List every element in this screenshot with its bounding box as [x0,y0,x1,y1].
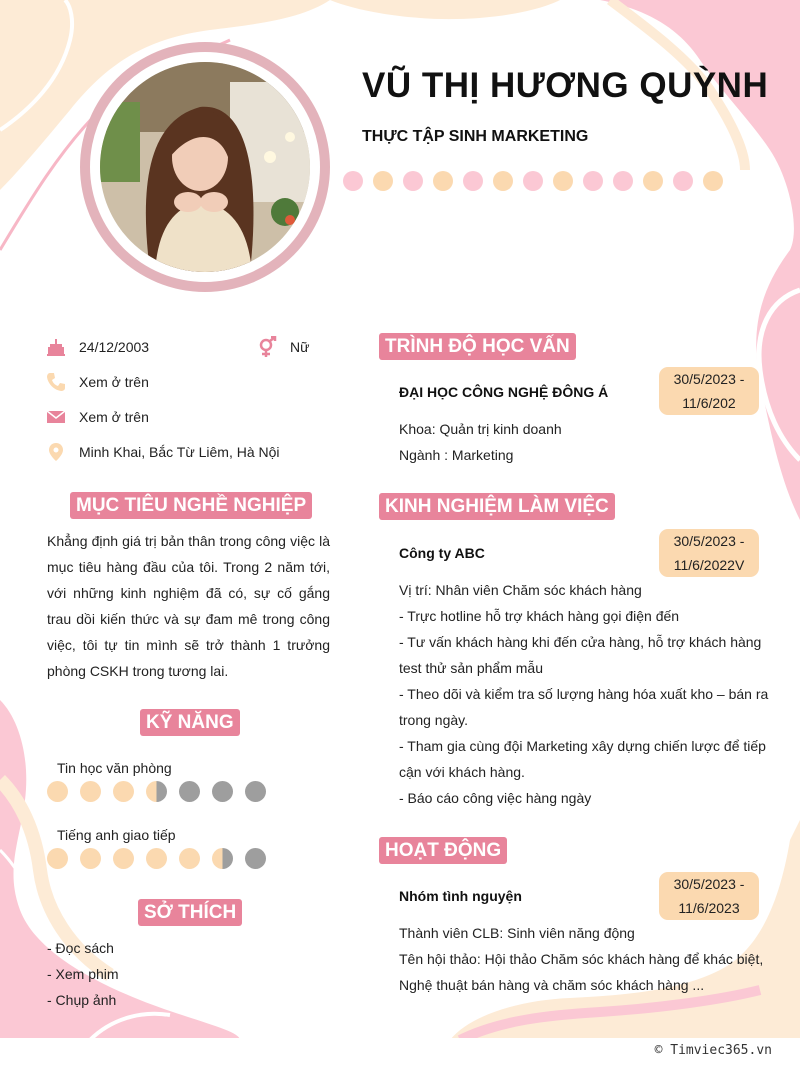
job-title: THỰC TẬP SINH MARKETING [362,128,589,145]
email-value: Xem ở trên [79,409,149,425]
experience-date [659,529,759,577]
experience-detail: - Báo cáo công việc hàng ngày [399,790,592,806]
date-end: 11/6/202 [682,395,736,411]
rating-dot-half [212,848,233,869]
education-date [659,367,759,415]
experience-detail: - Tham gia cùng đội Marketing xây dựng chiến lược để tiếp cận với khách hàng. [399,738,766,780]
date-start: 30/5/2023 - [673,533,745,549]
phone-value: Xem ở trên [79,374,149,390]
hobby-item: - Đọc sách [47,940,114,956]
date-end: 11/6/2023 [678,900,740,916]
rating-dot [80,781,101,802]
hobbies-heading: SỞ THÍCH [138,899,242,926]
school-name: ĐẠI HỌC CÔNG NGHỆ ĐÔNG Á [399,384,609,400]
education-detail: Ngành : Marketing [399,447,514,463]
rating-dot [146,848,167,869]
birthday-value: 24/12/2003 [79,339,150,355]
avatar-photo [100,62,310,272]
location-pin-icon [45,441,67,463]
cake-icon [45,336,67,358]
skill-name: Tiếng anh giao tiếp [57,827,176,843]
company-name: Công ty ABC [399,545,485,561]
date-end: 11/6/2022V [673,557,745,573]
phone-icon [45,371,67,393]
activity-detail: Tên hội thảo: Hội thảo Chăm sóc khách hàng để khác biệt, Nghệ thuật bán hàng và chăm sóc khách hàng ... [399,951,764,993]
phone-row [45,371,149,393]
objective-text: Khẳng định giá trị bản thân trong công việc là mục tiêu hàng đầu của tôi. Trong 2 năm tới, với những kinh nghiệm đã có, sự cố gắng trau dồi kiến thức và sự đam mê trong công việc, tôi tự tin mình sẽ trở thành 1 trưởng phòng CSKH trong tương lai. [47,533,330,679]
rating-dot-half [146,781,167,802]
rating-dot [47,781,68,802]
gender-value: Nữ [290,339,310,355]
experience-detail: - Theo dõi và kiểm tra số lượng hàng hóa xuất kho – bán ra trong ngày. [399,686,769,728]
skill-rating [47,781,266,802]
hobby-item: - Chụp ảnh [47,992,117,1008]
full-name: VŨ THỊ HƯƠNG QUỲNH [362,66,769,105]
education-detail: Khoa: Quản trị kinh doanh [399,421,562,437]
rating-dot [245,781,266,802]
rating-dot [80,848,101,869]
rating-dot [113,781,134,802]
date-start: 30/5/2023 - [673,371,745,387]
rating-dot [245,848,266,869]
footer-credit: © Timviec365.vn [654,1043,772,1058]
date-start: 30/5/2023 - [673,876,745,892]
rating-dot [212,781,233,802]
decorative-dots [343,171,723,191]
rating-dot [47,848,68,869]
experience-detail: - Tư vấn khách hàng khi đến cửa hàng, hỗ trợ khách hàng test thử sản phẩm mẫu [399,634,762,676]
hobby-item: - Xem phim [47,966,119,982]
experience-detail: - Trực hotline hỗ trợ khách hàng gọi điện đến [399,608,680,624]
rating-dot [113,848,134,869]
address-value: Minh Khai, Bắc Từ Liêm, Hà Nội [79,444,280,460]
skills-heading: KỸ NĂNG [140,709,240,736]
rating-dot [179,781,200,802]
experience-detail: Vị trí: Nhân viên Chăm sóc khách hàng [399,582,642,598]
gender-row [256,336,309,358]
rating-dot [179,848,200,869]
email-row [45,406,149,428]
mail-icon [45,406,67,428]
activity-detail: Thành viên CLB: Sinh viên năng động [399,925,635,941]
experience-heading: KINH NGHIỆM LÀM VIỆC [379,493,615,520]
education-heading: TRÌNH ĐỘ HỌC VẤN [379,333,576,360]
activities-heading: HOẠT ĐỘNG [379,837,507,864]
skill-rating [47,848,266,869]
activities-date [659,872,759,920]
objective-heading: MỤC TIÊU NGHỀ NGHIỆP [70,492,312,519]
gender-icon [256,336,278,358]
skill-name: Tin học văn phòng [57,760,172,776]
birthday-row [45,336,149,358]
group-name: Nhóm tình nguyện [399,888,522,904]
address-row [45,441,280,463]
